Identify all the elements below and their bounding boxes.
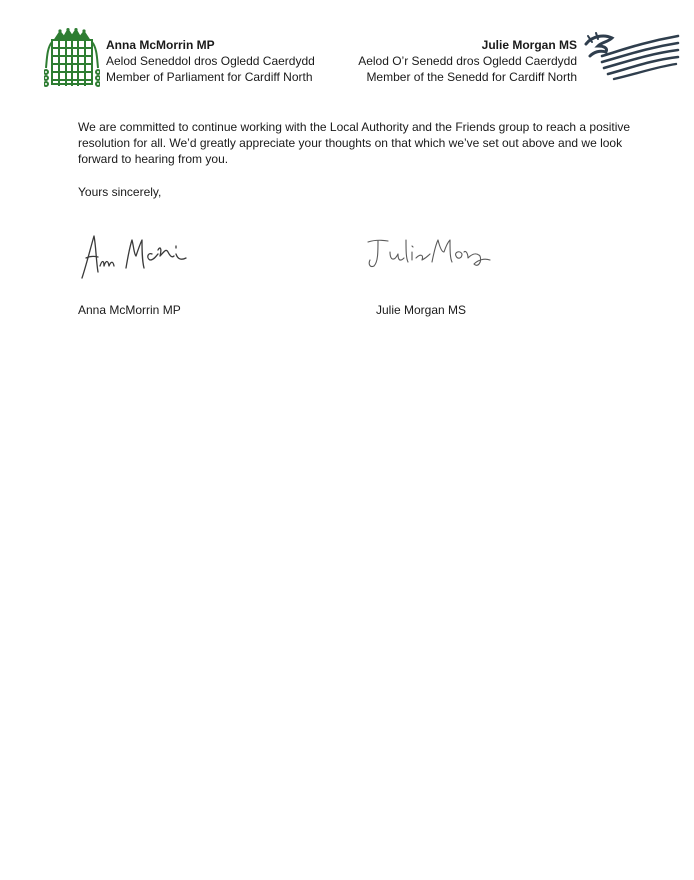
- right-english-title: Member of the Senedd for Cardiff North: [366, 70, 577, 84]
- portcullis-icon: [44, 28, 100, 90]
- left-mp-name: Anna McMorrin MP: [106, 38, 215, 52]
- senedd-dragon-icon: [582, 30, 682, 82]
- julie-signature: [364, 232, 494, 276]
- left-header-text: [106, 37, 315, 85]
- left-welsh-title: Aelod Seneddol dros Ogledd Caerdydd: [106, 54, 315, 68]
- left-english-title: Member of Parliament for Cardiff North: [106, 70, 313, 84]
- right-welsh-title: Aelod O’r Senedd dros Ogledd Caerdydd: [358, 54, 577, 68]
- anna-signature: [78, 226, 198, 284]
- body-paragraph: We are committed to continue working with the Local Authority and the Friends group to reach a positive resolution for all. We’d greatly appreciate your thoughts on that which we’ve set out above and we look forward to hearing from you.: [78, 120, 631, 166]
- julie-signoff-name: Julie Morgan MS: [376, 303, 467, 317]
- right-header: [360, 28, 680, 88]
- anna-signoff-name: Anna McMorrin MP: [78, 303, 181, 317]
- letter-body: [78, 119, 638, 167]
- right-ms-name: Julie Morgan MS: [481, 38, 577, 52]
- right-header-text: [358, 37, 577, 85]
- closing-line: Yours sincerely,: [78, 185, 162, 199]
